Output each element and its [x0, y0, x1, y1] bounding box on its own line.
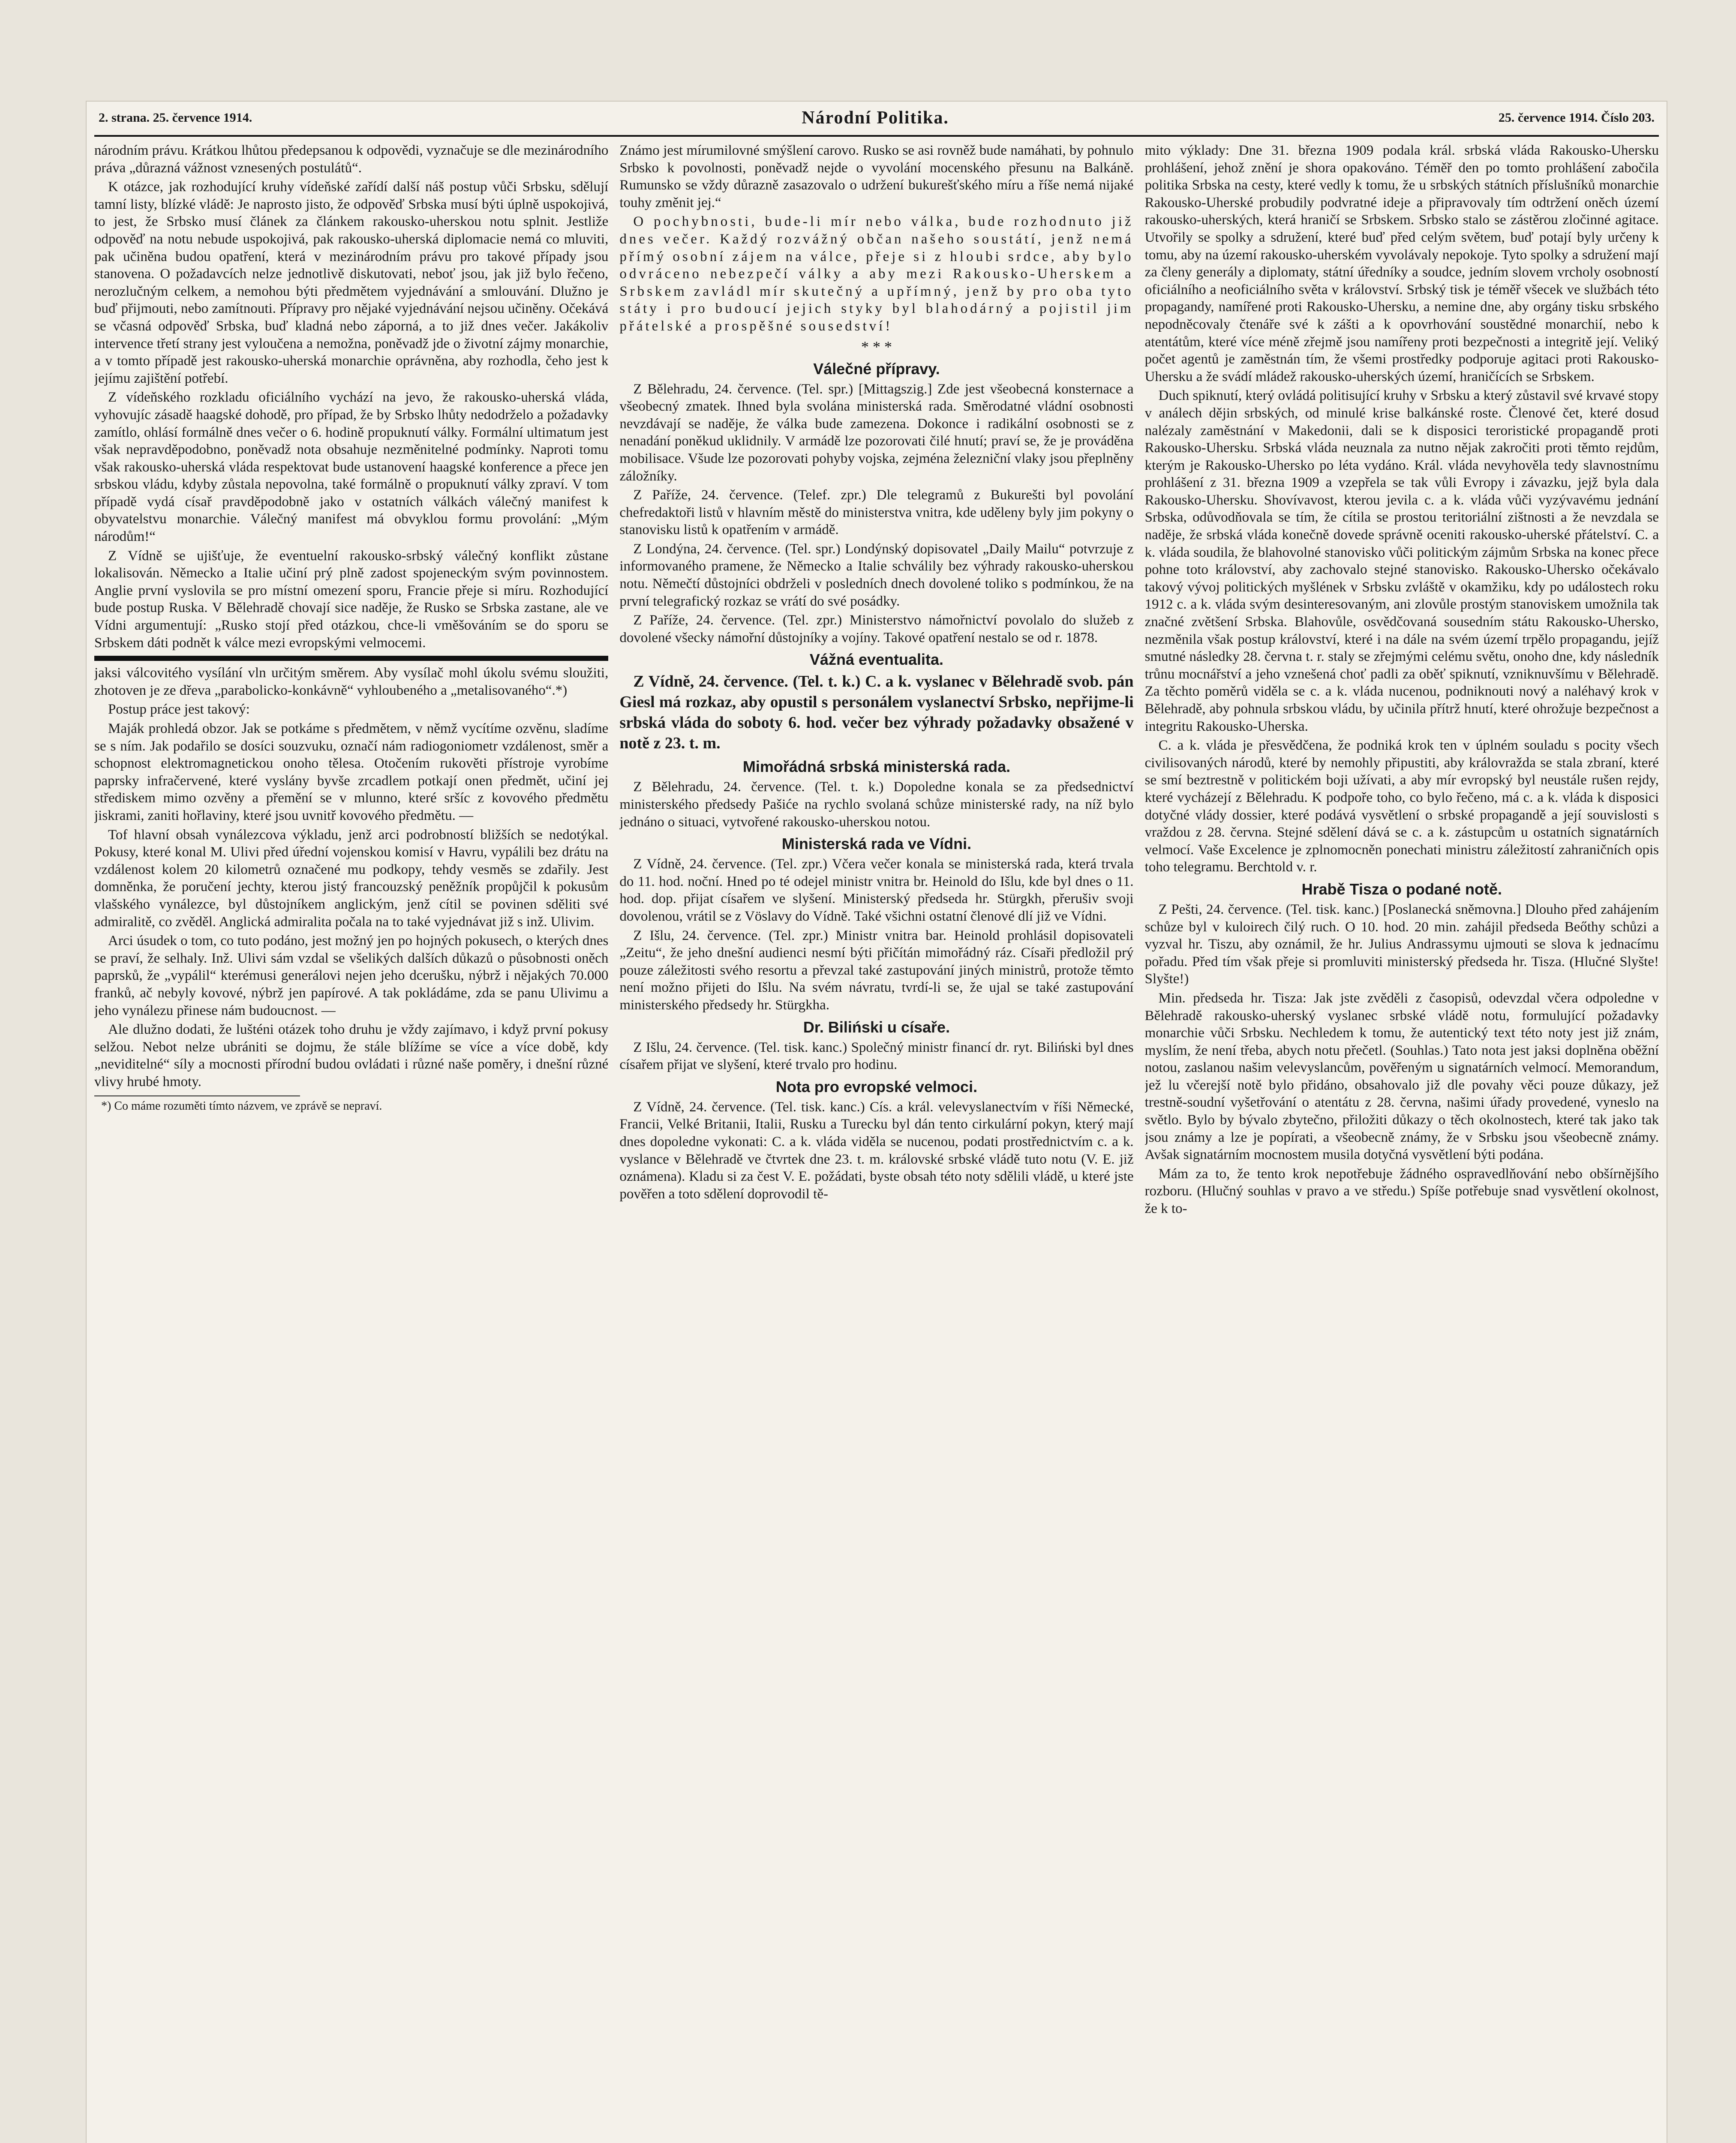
masthead	[99, 105, 1655, 131]
col2-paragraph-7: Z Vídně, 24. července. (Tel. t. k.) C. a k. vyslanec v Bělehradě svob. pán Giesl má rozkaz, aby opustil s personálem vyslanectví Srbsko, nepřijme-li srbská vláda do soboty 6. hod. večer bez výhrady požadavky obsažené v notě z 23. t. m.	[619, 672, 1134, 753]
col2-paragraph-3: Z Bělehradu, 24. července. (Tel. spr.) [Mittagszig.] Zde jest všeobecná konsternace a všeobecný zmatek. Ihned byla svolána ministerská rada. Směrodatné vládní osobnosti nevzdávají se naděje, že válka bude zamezena. Dokonce i radikální osobnosti se z nenadání poněkud uklidnily. V armádě lze pozorovati čilé hnutí; praví se, že je prováděna mobilisace. Všude lze pozorovati pohyby vojska, zejména železniční vlaky jsou přeplněny záložníky.	[619, 381, 1134, 484]
col3-paragraph-6: Mám za to, že tento krok nepotřebuje žádného ospravedlňování nebo obšírnějšího rozboru. (Hlučný souhlas v pravo a ve středu.) Spíše potřebuje snad vysvětlení okolnost, že k to-	[1144, 1166, 1659, 1217]
col3-paragraph-1: mito výklady: Dne 31. března 1909 podala král. srbská vláda Rakousko-Uhersku prohlášení, jehož znění je shora opakováno. Téměř den po tomto prohlášení zabočila politika Srbska na cesty, které vedly k tomu, že u srbských státních příslušníků monarchie Rakousko-Uherské probudily podvratné ideje a připravovaly tím odtržení oněch území rakousko-uherských, která hraničí se Srbskem. Srbsko stalo se zástěrou zločinné agitace. Utvořily se spolky a sdružení, které buď před celým světem, buď potají byly určeny k tomu, aby na území rakousko-uherském vyvolávaly nepokoje. Tyto spolky a sdružení mají za členy generály a diplomaty, státní úředníky a soudce, jedním slovem vrcholy osobností oficiálního a neoficiálního světa v království. Srbský tisk je téměř všecek ve službách této propagandy, namířené proti Rakousko-Uhersku, a nemine dne, aby orgány tisku srbského nepodněcovaly čtenáře své k zášti a k opovrhování soustědné monarchií, nebo k atentátům, které více méně zřejmě jsou namířeny proti bezpečnosti a integritě její. Veliký počet agentů je zaměstnán tím, že všemi prostředky podporuje agitaci proti Rakousko-Uhersku a že svádí mládež rakousko-uherských území, hraničících se Srbskem.	[1144, 143, 1659, 384]
col1-paragraph-3: Z vídeňského rozkladu oficiálního vychází na jevo, že rakousko-uherská vláda, vyhovujíc zásadě haagské dohodě, pro případ, že by Srbsko lhůty nedodrželo a požadavky zamítlo, ohlásí formálně dnes večer o 6. hodině propuknutí války. Formální ultimatum jest však nepravděpodobno, poněvadž nota obsahuje nezměnitelné podmínky. Naproti tomu však rakousko-uherská vláda respektovat bude ustanovení haagské konference a přece jen srbskou vládu, kdyby zůstala nepovolna, také formálně o propuknutí války zpraví. V tom případě vydá císař pravděpodobně jako v ostatních válkách válečný manifest k obyvatelstvu monarchie. Válečný manifest má obvyklou formu provolání: „Mým národům!“	[94, 390, 609, 545]
header-rule	[94, 135, 1659, 137]
col3-paragraph-3: C. a k. vláda je přesvědčena, že podniká krok ten v úplném souladu s pocity všech civilisovaných národů, které by nemohly připustiti, aby královražda se stala zbraní, které se smí beztrestně v politickém boji užívati, a aby mír evropský byl neustále rušen rejdy, které vycházejí z Bělehradu. K podpoře toho, co bylo řečeno, má c. a k. vláda k disposici dotyčné vlády dossier, které podává vysvětlení o srbské propagandě a její souvislosti s vraždou z 28. června. Stejné sdělení dává se c. a k. zástupcům u ostatních signatárních velmocí. Vaše Excelence je zplnomocněn ponechati ministru záležitostí zahraničních opis toho telegramu. Berchtold v. r.	[1144, 738, 1659, 875]
column-3	[1145, 142, 1659, 2143]
col3-paragraph-5: Min. předseda hr. Tisza: Jak jste zvěděli z časopisů, odevzdal včera odpoledne v Bělehradě rakousko-uherský vyslanec srbské vládě notu, formulující požadavky monarchie vůči Srbsku. Nechledem k tomu, že autentický text této noty jest již znám, myslím, že není třeba, abych notu přečetl. (Souhlas.) Tato nota jest jaksi doplněna oběžní notou, zaslanou našim velevyslancům, pověřeným u signatárních velmocí. Memorandum, jež lu včerejší notě bylo přidáno, obsahovalo již dle povahy věci pouze důkazy, jež trestně-soudní vyšetřování o atentátu z 28. června, našimi úřady provedené, vyneslo na světlo. Bylo by bývalo zbytečno, přiložiti důkazy o těch okolnostech, které tak jako tak jsou známy a lze je popírati, a všeobecně známy, že v Srbsku jsou všeobecně známy. Avšak signatárním mocnostem musila dotyčná vysvětlení býti podána.	[1144, 990, 1659, 1163]
col3-paragraph-2: Duch spiknutí, který ovládá politisující kruhy v Srbsku a který zůstavil své krvavé stopy v análech dějin srbských, od minulé krise balkánské roste. Členové čet, které dosud nalézaly zaměstnání v Makedonii, dali se k disposici teroristické propagandě proti Rakousko-Uhersku. Srbská vláda neuznala za nutno nějak zakročiti proti těmto rejdům, kterým je Rakousko-Uhersko po léta vydáno. Král. vláda nevyhověla tedy slavnostnímu prohlášení z 31. března 1909 a vzepřela se tak vůli Evropy i závazku, jejž byla dala Rakousko-Uhersku. Shovívavost, kterou jevila c. a k. vláda vůči vyzývavému jednání Srbska, odůvodňovala se tím, že cítila se prostou teritoriální zištnosti a že nevzdala se naděje, že srbská vláda konečně dovede správně oceniti rakousko-uherské přátelství. C. a k. vláda soudila, že blahovolné stanovisko vůči politickým zájmům Srbska na konec přece pohne toto království, aby zachovalo stejné stanovisko. Rakousko-Uhersko očekávalo takový vývoj politických myšlének v Srbsku zvláště v okamžiku, kdy po událostech roku 1912 c. a k. vláda svým desinteresovaným, ani zlovůle prostým stanoviskem umožnila tak značné zvětšení Srbska. Blahovůle, osvědčovaná sousedním státu Rakousko-Uhersko, nezměnila však postup království, které i na dále na svém území trpělo propagandu, jejíž smutné následky 28. června t. r. staly se zřejmými celému světu, onoho dne, kdy následník trůnu mocnářství a jeho vznešená choť padli za oběť spiknutí, vzniknuvšímu v Bělehradě. Za těchto poměrů viděla se c. a k. vláda nucenou, podniknouti nový a naléhavý krok v Bělehradě, aby pohnula srbskou vládu, by učinila přítrž hnutí, které ohrožuje bezpečnost a integritu Rakousko-Uherska.	[1144, 388, 1659, 734]
heading-hrabe-tisza: Hrabě Tisza o podané notě.	[1301, 880, 1502, 898]
col1-paragraph-6: Postup práce jest takový:	[108, 702, 250, 717]
col1-paragraph-5: jaksi válcovitého vysílání vln určitým směrem. Aby vysílač mohl úkolu svému sloužiti, zhotoven je ze dřeva „parabolicko-konkávně“ vyhloubeného a „metalisovaného“.*)	[94, 665, 609, 698]
feuilleton-divider	[94, 656, 608, 661]
col2-paragraph-11: Z Išlu, 24. července. (Tel. tisk. kanc.) Společný ministr financí dr. ryt. Biliński byl dnes císařem přijat ve slyšení, které trvalo pro hodinu.	[619, 1039, 1134, 1073]
newspaper-page	[86, 101, 1667, 2143]
heading-ministerska-rada-vidni: Ministerská rada ve Vídni.	[781, 835, 972, 853]
header-date-left: 2. strana. 25. července 1914.	[99, 111, 252, 125]
col2-paragraph-5: Z Londýna, 24. července. (Tel. spr.) Londýnský dopisovatel „Daily Mailu“ potvrzuje z informovaného pramene, že Německo a Italie schválily bez výhrady rakousko-uherskou notu. Němečtí důstojníci obdrželi v posledních dnech dovolené toliko s podmínkou, že na první telegrafický rozkaz se vrátí do své posádky.	[619, 541, 1134, 609]
col1-paragraph-9: Arci úsudek o tom, co tuto podáno, jest možný jen po hojných pokusech, o kterých dnes se praví, že selhaly. Inž. Ulivi sám vzdal se všelikých dalších důkazů o působnosti oněch paprsků, že „vypálil“ kterémusi generálovi nejen jeho dcerušku, nýbrž i nějakých 70.000 franků, ač nebyly kovové, nýbrž jen papírové. A tak pokládáme, zda se panu Ulivimu a jeho vynálezu přinese nám budoucnost. —	[94, 933, 609, 1018]
col2-paragraph-6: Z Paříže, 24. července. (Tel. zpr.) Ministerstvo námořnictví povolalo do služeb z dovolené všecky námořní důstojníky a vojíny. Takové opatření nestalo se od r. 1878.	[619, 612, 1134, 645]
col1-paragraph-8: Tof hlavní obsah vynálezcova výkladu, jenž arci podrobností bližších se nedotýkal. Pokusy, které konal M. Ulivi před úřední vojenskou komisí v Havru, vypálili bez drátu na vzdálenost kolem 20 kilometrů označené mu podkopy, tehdy vesměs se zdařily. Jest domněnka, že poručení jechty, kterou jistý francouzský peněžník propůjčil k pokusům vlašského vynálezce, byl důstojníkem anglickým, jenž cítil se povinen sděliti své admiralitě, co zvěděl. Anglická admiralita počala na to také vyjednávat již s inž. Ulivim.	[94, 827, 609, 930]
columns	[94, 142, 1659, 2143]
col2-paragraph-10: Z Išlu, 24. července. (Tel. zpr.) Ministr vnitra bar. Heinold prohlásil dopisovateli „Zeitu“, že jeho dnešní audienci nesmí býti přičítán mimořádný ráz. Císaři předložil prý pouze záležitosti svého resortu a převzal také zastupování jiných ministrů, protože těmto není možno přijeti do Išlu. Na svém návratu, tvrdí-li se, že ujal se také zastupování ministerského předsedy hr. Stürgkha.	[619, 927, 1134, 1013]
section-stars: * * *	[861, 338, 892, 355]
col1-paragraph-10: Ale dlužno dodati, že lušténi otázek toho druhu je vždy zajímavo, i když první pokusy selžou. Nebot nelze ubrániti se dojmu, že stále blížíme se více a více době, kdy „neviditelné“ síly a mocnosti přírodní budou ovládati i různé naše poměry, i dnešní různé vlivy hrubé hmoty.	[94, 1022, 609, 1090]
col2-paragraph-8: Z Bělehradu, 24. července. (Tel. t. k.) Dopoledne konala se za předsednictví ministerského předsedy Pašiće na rychlo svolaná schůze ministerské rady, na níž bylo jednáno o situaci, vytvořené rakousko-uherskou notou.	[619, 779, 1134, 830]
col1-paragraph-7: Maják prohledá obzor. Jak se potkáme s předmětem, v němž vycítíme ozvěnu, sladíme se s ním. Jak podařilo se dosíci souzvuku, označí nám radiogoniometr vzdálenost, směr a schopnost elektromagnetickou onoho tělesa. Otočením rukověti přístroje vyrobíme paprsky infračervené, které vyslány byvše zrcadlem potkají onen předmět, učiní jej střediskem mimo ozvěny a přemění se v mlunno, které sršíc z kovového předmětu jiskrami, zaniti hořlaviny, které jsou uvnitř kovového předmětu. —	[94, 721, 609, 823]
newspaper-title: Národní Politika.	[802, 108, 949, 128]
col1-paragraph-4: Z Vídně se ujišťuje, že eventuelní rakousko-srbský válečný konflikt zůstane lokalisován. Německo a Italie učiní prý plně zadost spojeneckým svým povinnostem. Anglie první vyslovila se pro místní omezení sporu, Francie přeje si míru. Rozhodující bude postup Ruska. V Bělehradě chovají sice naděje, že Rusko se Srbska zastane, ale ve Vídni argumentují: „Rusko stojí před otázkou, chce-li vměšováním se do sporu se Srbskem dáti podnět k válce mezi evropskými velmocemi.	[94, 548, 609, 651]
heading-vazna-eventualita: Vážná eventualita.	[809, 651, 944, 669]
column-1	[94, 142, 608, 2143]
column-2	[619, 142, 1133, 2143]
col1-footnote: *) Co máme rozuměti tímto názvem, ve zprávě se nepraví.	[101, 1099, 382, 1113]
col3-paragraph-4: Z Pešti, 24. července. (Tel. tisk. kanc.) [Poslanecká sněmovna.] Dlouho před zahájením schůze byl v kuloirech čilý ruch. O 10. hod. 20 min. zahájil předseda Beőthy schůzi a vyzval hr. Tiszu, aby oznámil, že hr. Julius Andrassymu ujmouti se slova k jednacímu pořadu. Před tím však přeje si promluviti ministerský předseda hr. Tisza. (Hlučné Slyšte! Slyšte!)	[1144, 901, 1659, 987]
col2-paragraph-4: Z Paříže, 24. července. (Telef. zpr.) Dle telegramů z Bukurešti byl povolání chefredaktoři listů v hlavním městě do ministerstva vnitra, kde uděleny byly jim pokyny o stanovisku listů k opatřením v armádě.	[619, 487, 1134, 538]
col2-paragraph-1: Známo jest mírumilovné smýšlení carovo. Rusko se asi rovněž bude namáhati, by pohnulo Srbsko k povolnosti, poněvadž nejde o vyvolání mocenského přesunu na Balkáně. Rumunsko se vždy důrazně zasazovalo o udržení bukurešťského míru a říše nemá nijaké touhy změnit jej.“	[619, 143, 1134, 210]
col1-paragraph-2: K otázce, jak rozhodující kruhy vídeňské zařídí další náš postup vůči Srbsku, sdělují tamní listy, blízké vládě: Je naprosto jisto, že odpověď Srbska musí býti úplně uspokojivá, to jest, že Srbsko musí článek za článkem rakousko-uherskou notu splnit. Jestliže odpověď na notu nebude uspokojivá, pak rakousko-uherská diplomacie nemá co mluviti, pak učiněna budou opatření, která v mezinárodním právu pro takové případy jsou stanovena. O požadavcích nelze jednotlivě diskutovati, neboť jsou, jak již bylo řečeno, nerozlučným celkem, a nemohou býti předmětem vyjednávání a smlouvání. Dlužno je buď přijmouti, nebo zamítnouti. Přípravy pro nějaké vyjednávání nejsou učiněny. Očekává se včasná odpověď Srbska, buď kladná nebo záporná, a to již dnes večer. Jakákoliv intervence třetí strany jest vyloučena a nemožna, poněvadž jde o životní zájmy monarchie, a v tomto případě jest rakousko-uherská monarchie oprávněna, aby rozhodla, čeho jest k jejímu zajištění potřebí.	[94, 179, 609, 386]
col2-paragraph-9: Z Vídně, 24. července. (Tel. zpr.) Včera večer konala se ministerská rada, která trvala do 11. hod. noční. Hned po té odejel ministr vnitra br. Heinold do Išlu, kde byl dnes o 11. hod. dop. přijat císařem ve slyšení. Ministerský předseda hr. Stürgkh, přerušiv svoji dovolenou, vrátil se z Vöslavy do Vídně. Také všichni ostatní členové dlí již ve Vídni.	[619, 856, 1134, 924]
col2-paragraph-2: O pochybnosti, bude-li mír nebo válka, bude rozhodnuto již dnes večer. Každý rozvážný občan našeho soustátí, jenž nemá přímý osobní zájem na válce, přeje si z hloubi srdce, aby bylo odvráceno nebezpečí války a aby mezi Rakousko-Uherskem a Srbskem zavládl mír skutečný a upřímný, jenž by pro oba tyto státy i pro budoucí jejich styky byl blahodárný a pojistil jim přátelské a prospěšné sousedství!	[619, 214, 1134, 334]
col1-paragraph-1: národním právu. Krátkou lhůtou předepsanou k odpovědi, vyznačuje se dle mezinárodního práva „důrazná vážnost vznesených postulátů“.	[94, 143, 609, 176]
heading-nota-pro-velmoci: Nota pro evropské velmoci.	[775, 1078, 978, 1096]
heading-valecne-pripravy: Válečné přípravy.	[813, 360, 940, 378]
heading-mimoradna-rada: Mimořádná srbská ministerská rada.	[742, 758, 1011, 776]
col2-paragraph-12: Z Vídně, 24. července. (Tel. tisk. kanc.) Cís. a král. velevyslanectvím v říši Německé, Francii, Velké Britanii, Italii, Rusku a Turecku byl dán tento cirkulární pokyn, který mají dnes dopoledne vykonati: C. a k. vláda viděla se nucenou, podati prostřednictvím c. a k. vyslance v Bělehradě ve čtvrtek dne 23. t. m. královské srbské vládě tuto notu (V. E. již oznámena). Kladu si za čest V. E. požádati, byste obsah této noty sdělili vládě, u které jste pověřen a toto sdělení doprovodil tě-	[619, 1099, 1134, 1202]
header-issue-right: 25. července 1914. Číslo 203.	[1498, 111, 1655, 125]
heading-bilinski-u-cisare: Dr. Biliński u císaře.	[803, 1018, 950, 1036]
